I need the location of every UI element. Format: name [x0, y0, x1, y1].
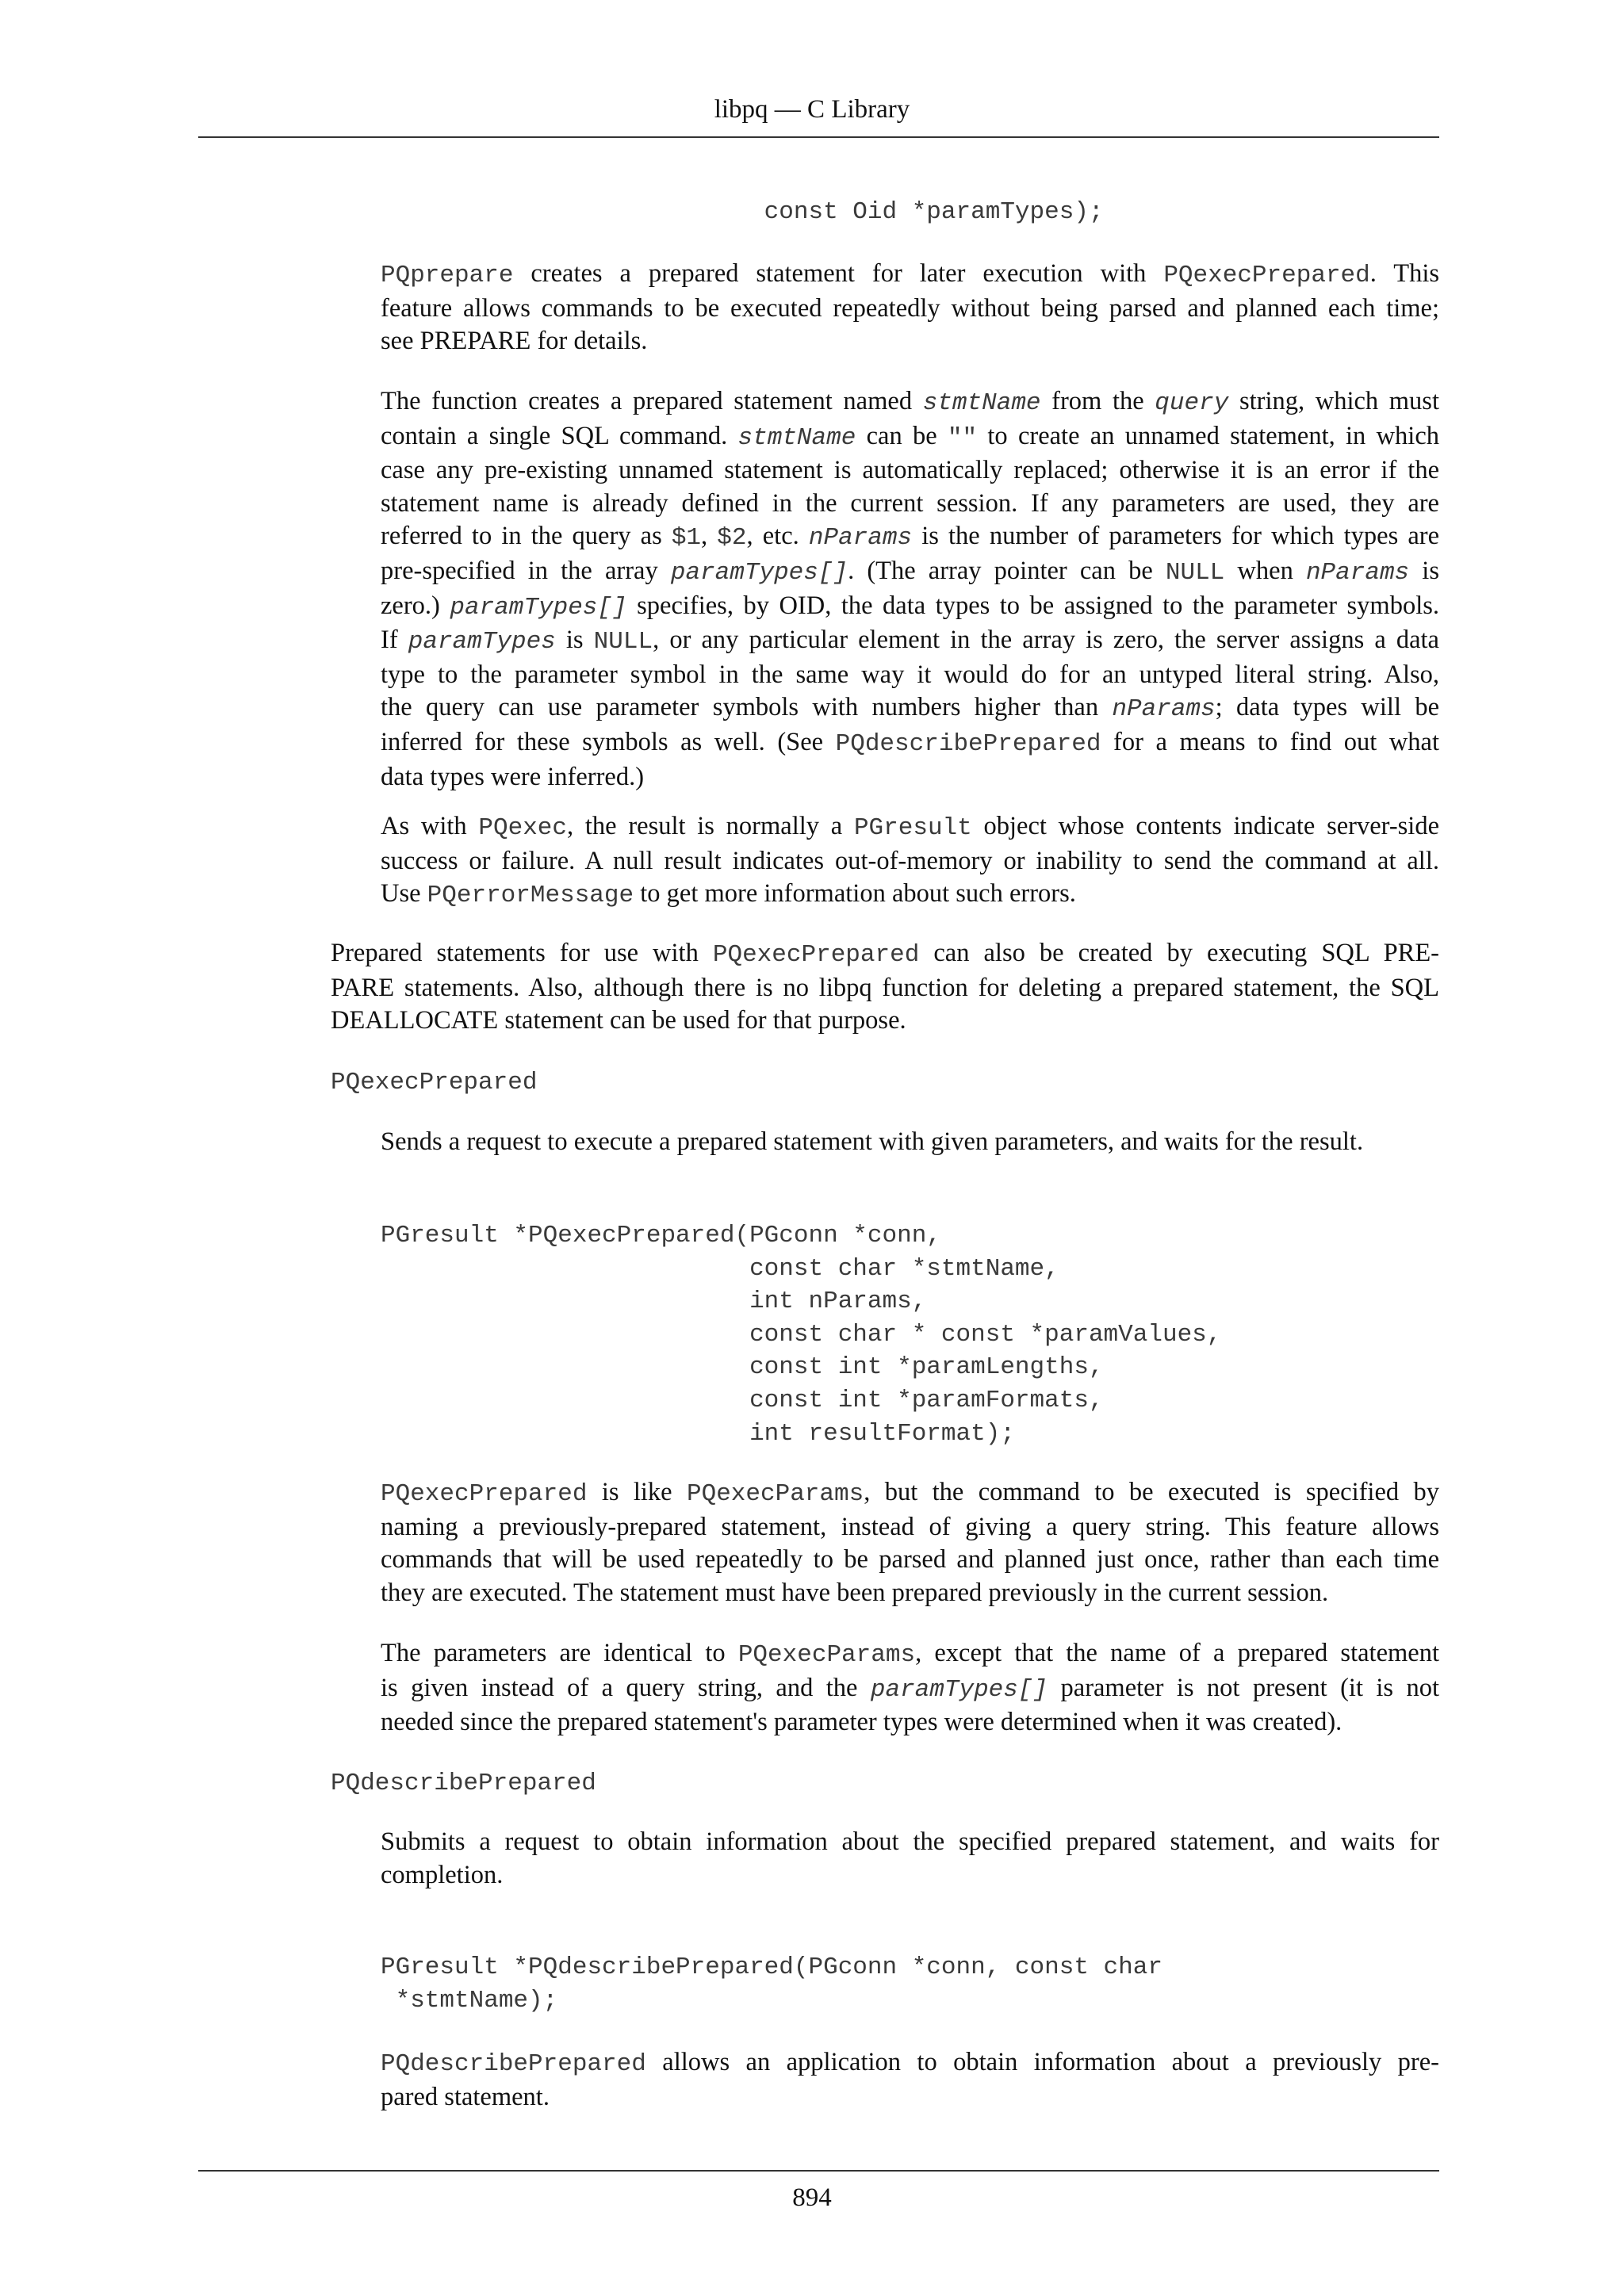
- text-line: statement name is already defined in the current session. If any parameters are used, they are: [381, 488, 1439, 518]
- prepare-details: [381, 385, 1439, 794]
- text-line: inferred for these symbols as well. (See PQdescribePrepared for a means to find out what: [381, 727, 1440, 758]
- prepare-description: [381, 258, 1439, 358]
- text-line: data types were inferred.): [381, 762, 645, 791]
- text-line: PQdescribePrepared allows an application to obtain information about a previously pre-: [381, 2048, 1439, 2078]
- text-line: needed since the prepared statement's parameter types were determined when it was created).: [381, 1708, 1342, 1737]
- term-pqdescribeprepared: PQdescribePrepared: [331, 1770, 596, 1797]
- text-line: Prepared statements for use with PQexecPrepared can also be created by executing SQL PRE-: [331, 939, 1439, 969]
- term-pqexecprepared: PQexecPrepared: [331, 1069, 538, 1096]
- text-line: Use PQerrorMessage to get more information about such errors.: [381, 879, 1076, 910]
- text-line: The parameters are identical to PQexecParams, except that the name of a prepared statement: [381, 1639, 1439, 1669]
- execprepared-description: [381, 1476, 1439, 1609]
- text-line: If paramTypes is NULL, or any particular element in the array is zero, the server assigns a data: [381, 626, 1439, 656]
- execprepared-summary: [381, 1126, 1439, 1159]
- text-line: the query can use parameter symbols with numbers higher than nParams; data types will be: [381, 693, 1439, 724]
- text-line: contain a single SQL command. stmtName can be "" to create an unnamed statement, in which: [381, 421, 1439, 452]
- prepare-result: [381, 810, 1439, 913]
- text-line: naming a previously-prepared statement, instead of giving a query string. This feature allows: [381, 1512, 1439, 1541]
- text-line: feature allows commands to be executed repeatedly without being parsed and planned each time;: [381, 293, 1439, 323]
- text-line: case any pre-existing unnamed statement is automatically replaced; otherwise it is an error if the: [381, 456, 1439, 485]
- text-line: PARE statements. Also, although there is no libpq function for deleting a prepared statement, the SQL: [331, 973, 1439, 1002]
- running-header: libpq — C Library: [714, 95, 910, 124]
- prepared-statements-note: [331, 937, 1439, 1038]
- execprepared-signature: PGresult *PQexecPrepared(PGconn *conn, const char *stmtName, int nParams, const char * const *paramValues, const int *paramLengths, const int *paramFormats, int resultFormat);: [381, 1222, 1222, 1448]
- text-line: pre-specified in the array paramTypes[]. (The array pointer can be NULL when nParams is: [381, 556, 1439, 587]
- describeprepared-description: [381, 2046, 1439, 2114]
- footer-rule: [198, 2170, 1439, 2172]
- text-line: Submits a request to obtain information about the specified prepared statement, and waits for: [381, 1827, 1439, 1856]
- text-line: type to the parameter symbol in the same way it would do for an untyped literal string. Also,: [381, 660, 1439, 689]
- header-rule: [198, 136, 1439, 138]
- text-line: The function creates a prepared statement named stmtName from the query string, which must: [381, 387, 1439, 417]
- text-line: referred to in the query as $1, $2, etc. nParams is the number of parameters for which types are: [381, 522, 1439, 553]
- text-line: As with PQexec, the result is normally a PGresult object whose contents indicate server-side: [381, 812, 1440, 842]
- prepare-signature-tail: const Oid *paramTypes);: [381, 198, 1104, 226]
- text-line: commands that will be used repeatedly to be parsed and planned just once, rather than each time: [381, 1545, 1439, 1575]
- text-line: completion.: [381, 1860, 504, 1889]
- execprepared-parameters: [381, 1637, 1439, 1739]
- text-line: they are executed. The statement must have been prepared previously in the current session.: [381, 1578, 1329, 1607]
- text-line: DEALLOCATE statement can be used for that purpose.: [331, 1006, 906, 1035]
- text-line: pared statement.: [381, 2082, 550, 2111]
- text-line: PQprepare creates a prepared statement for later execution with PQexecPrepared. This: [381, 259, 1440, 289]
- describeprepared-signature: PGresult *PQdescribePrepared(PGconn *conn, const char *stmtName);: [381, 1954, 1162, 2015]
- describeprepared-summary: [381, 1826, 1439, 1892]
- text-line: is given instead of a query string, and the paramTypes[] parameter is not present (it is not: [381, 1673, 1439, 1704]
- text-line: Sends a request to execute a prepared statement with given parameters, and waits for the result.: [381, 1127, 1364, 1156]
- text-line: PQexecPrepared is like PQexecParams, but the command to be executed is specified by: [381, 1478, 1439, 1508]
- text-line: see PREPARE for details.: [381, 327, 648, 356]
- text-line: success or failure. A null result indicates out-of-memory or inability to send the command at all.: [381, 846, 1439, 875]
- page-number: 894: [792, 2183, 832, 2212]
- text-line: zero.) paramTypes[] specifies, by OID, the data types to be assigned to the parameter symbols.: [381, 591, 1439, 622]
